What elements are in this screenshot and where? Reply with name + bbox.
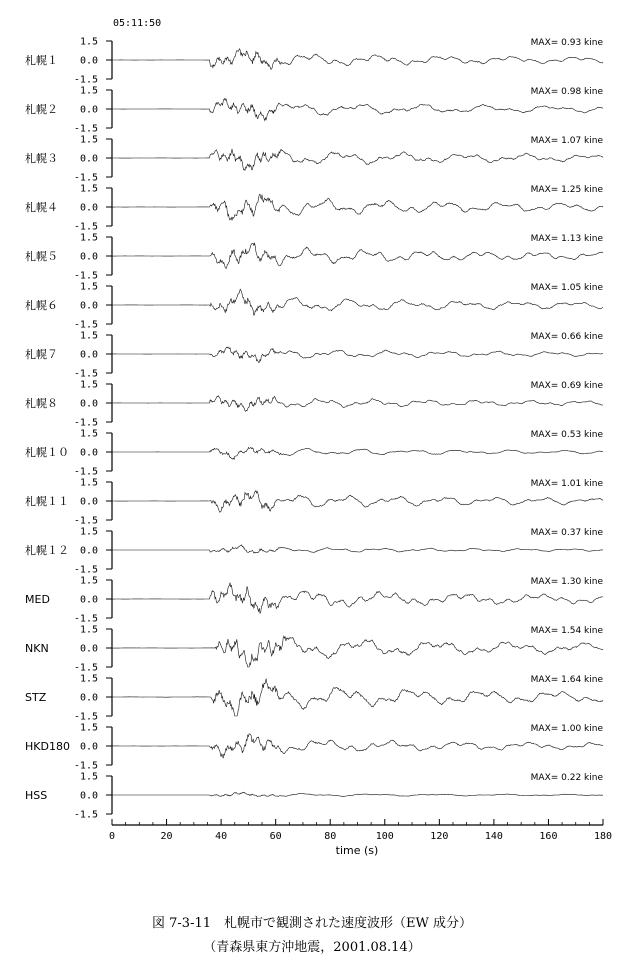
x-tick-label: 0 — [108, 831, 116, 842]
station-label: 札幌３ — [25, 152, 58, 165]
figure-caption-line2: （青森県東方沖地震，2001.08.14） — [203, 940, 421, 955]
max-amplitude-label: MAX= 0.53 kine — [530, 430, 603, 440]
waveform-trace — [112, 149, 603, 170]
max-amplitude-label: MAX= 1.13 kine — [530, 234, 603, 244]
station-label: 札幌１０ — [25, 446, 69, 459]
x-tick-label: 140 — [484, 831, 503, 842]
y-tick-label: -1.5 — [73, 564, 98, 576]
y-tick-label: 0.0 — [79, 545, 98, 557]
y-tick-label: -1.5 — [73, 270, 98, 282]
waveform-panel — [25, 184, 603, 233]
waveform-panels — [25, 37, 603, 821]
y-tick-label: -1.5 — [73, 123, 98, 135]
station-label: MED — [25, 593, 50, 606]
y-tick-label: 0.0 — [79, 496, 98, 508]
station-label: STZ — [25, 691, 47, 704]
y-tick-label: 1.5 — [79, 36, 98, 48]
station-label: 札幌６ — [25, 299, 58, 312]
waveform-trace — [112, 792, 603, 796]
max-amplitude-label: MAX= 1.01 kine — [530, 479, 603, 489]
waveform-panel — [25, 478, 603, 527]
waveform-trace — [112, 194, 603, 220]
waveform-panel — [25, 37, 603, 86]
station-label: 札幌８ — [25, 397, 58, 410]
max-amplitude-label: MAX= 1.00 kine — [530, 724, 603, 734]
y-tick-label: -1.5 — [73, 417, 98, 429]
station-label: 札幌１１ — [25, 495, 69, 508]
max-amplitude-label: MAX= 0.66 kine — [530, 332, 603, 342]
waveform-panel — [25, 772, 603, 821]
waveform-trace — [112, 447, 603, 459]
waveform-panel — [25, 723, 603, 772]
time-stamp: 05:11:50 — [113, 18, 162, 29]
y-tick-label: 1.5 — [79, 771, 98, 783]
y-tick-label: 0.0 — [79, 202, 98, 214]
max-amplitude-label: MAX= 0.98 kine — [530, 87, 603, 97]
time-axis — [109, 819, 612, 842]
y-tick-label: 0.0 — [79, 741, 98, 753]
waveform-panel — [25, 527, 603, 576]
y-tick-label: 1.5 — [79, 330, 98, 342]
y-tick-label: -1.5 — [73, 74, 98, 86]
y-tick-label: -1.5 — [73, 172, 98, 184]
y-tick-label: 0.0 — [79, 349, 98, 361]
y-tick-label: 1.5 — [79, 575, 98, 587]
waveform-trace — [112, 289, 603, 315]
x-tick-label: 40 — [215, 831, 228, 842]
waveform-panel — [25, 674, 603, 723]
y-tick-label: 1.5 — [79, 85, 98, 97]
x-tick-label: 60 — [269, 831, 282, 842]
y-tick-label: -1.5 — [73, 809, 98, 821]
y-tick-label: 1.5 — [79, 673, 98, 685]
y-tick-label: 0.0 — [79, 300, 98, 312]
y-tick-label: 0.0 — [79, 447, 98, 459]
station-label: 札幌１２ — [25, 544, 69, 557]
y-tick-label: -1.5 — [73, 221, 98, 233]
x-tick-label: 100 — [375, 831, 394, 842]
waveform-trace — [112, 347, 603, 363]
y-tick-label: 0.0 — [79, 153, 98, 165]
y-tick-label: 1.5 — [79, 526, 98, 538]
y-tick-label: -1.5 — [73, 760, 98, 772]
x-tick-label: 80 — [324, 831, 337, 842]
max-amplitude-label: MAX= 0.93 kine — [530, 38, 603, 48]
station-label: 札幌１ — [25, 54, 58, 67]
max-amplitude-label: MAX= 1.25 kine — [530, 185, 603, 195]
x-tick-label: 160 — [539, 831, 558, 842]
figure-caption-line1: 図 7-3-11 札幌市で観測された速度波形（EW 成分） — [152, 916, 472, 931]
waveform-trace — [112, 679, 603, 717]
waveform-trace — [112, 491, 603, 513]
y-tick-label: 0.0 — [79, 692, 98, 704]
y-tick-label: 0.0 — [79, 398, 98, 410]
max-amplitude-label: MAX= 1.07 kine — [530, 136, 603, 146]
waveform-panel — [25, 233, 603, 282]
y-tick-label: 1.5 — [79, 428, 98, 440]
waveform-trace — [112, 545, 603, 553]
y-tick-label: -1.5 — [73, 319, 98, 331]
waveform-panel — [25, 331, 603, 380]
station-label: 札幌７ — [25, 348, 58, 361]
waveform-trace — [112, 636, 603, 667]
y-tick-label: -1.5 — [73, 662, 98, 674]
station-label: NKN — [25, 642, 49, 655]
waveform-trace — [112, 734, 603, 759]
max-amplitude-label: MAX= 1.05 kine — [530, 283, 603, 293]
x-tick-label: 120 — [430, 831, 449, 842]
waveform-panel — [25, 380, 603, 429]
y-tick-label: -1.5 — [73, 711, 98, 723]
waveform-trace — [112, 583, 603, 614]
waveform-panel — [25, 282, 603, 331]
y-tick-label: 1.5 — [79, 281, 98, 293]
waveform-panel — [25, 429, 603, 478]
waveform-trace — [112, 99, 603, 121]
x-axis-label: time (s) — [335, 844, 379, 857]
y-tick-label: -1.5 — [73, 466, 98, 478]
waveform-trace — [112, 396, 603, 412]
waveform-trace — [112, 49, 603, 70]
y-tick-label: 0.0 — [79, 594, 98, 606]
x-tick-label: 180 — [593, 831, 613, 842]
y-tick-label: 1.5 — [79, 722, 98, 734]
max-amplitude-label: MAX= 1.30 kine — [530, 577, 603, 587]
y-tick-label: 1.5 — [79, 183, 98, 195]
max-amplitude-label: MAX= 0.69 kine — [530, 381, 603, 391]
y-tick-label: 1.5 — [79, 232, 98, 244]
waveform-panel — [25, 135, 603, 184]
y-tick-label: 0.0 — [79, 104, 98, 116]
station-label: 札幌４ — [25, 201, 58, 214]
max-amplitude-label: MAX= 1.54 kine — [530, 626, 603, 636]
station-label: HSS — [25, 789, 48, 802]
station-label: HKD180 — [25, 740, 70, 753]
y-tick-label: -1.5 — [73, 515, 98, 527]
y-tick-label: 1.5 — [79, 477, 98, 489]
waveform-panel — [25, 625, 603, 674]
waveform-panel — [25, 86, 603, 135]
y-tick-label: 0.0 — [79, 251, 98, 263]
waveform-panel — [25, 576, 603, 625]
y-tick-label: 1.5 — [79, 134, 98, 146]
y-tick-label: 0.0 — [79, 790, 98, 802]
max-amplitude-label: MAX= 0.22 kine — [530, 773, 603, 783]
y-tick-label: 0.0 — [79, 55, 98, 67]
x-tick-label: 20 — [160, 831, 173, 842]
max-amplitude-label: MAX= 1.64 kine — [530, 675, 603, 685]
y-tick-label: -1.5 — [73, 368, 98, 380]
max-amplitude-label: MAX= 0.37 kine — [530, 528, 603, 538]
y-tick-label: 1.5 — [79, 379, 98, 391]
y-tick-label: 1.5 — [79, 624, 98, 636]
y-tick-label: -1.5 — [73, 613, 98, 625]
station-label: 札幌５ — [25, 250, 58, 263]
y-tick-label: 0.0 — [79, 643, 98, 655]
station-label: 札幌２ — [25, 103, 58, 116]
waveform-trace — [112, 243, 603, 268]
